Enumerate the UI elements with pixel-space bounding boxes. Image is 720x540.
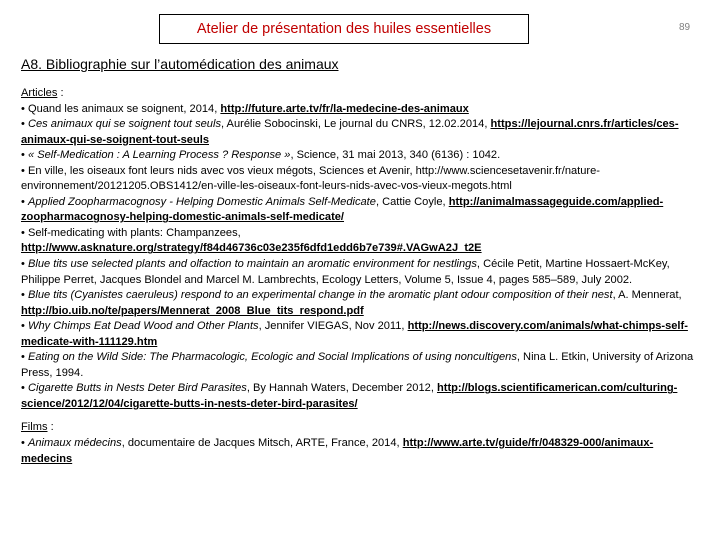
reference-text: Self-medicating with plants: Champanzees,	[27, 226, 241, 239]
reference-item	[21, 350, 701, 381]
reference-text: En ville, les oiseaux font leurs nids avec vos vieux mégots, Sciences et Avenir, http://www.sciencesetavenir.fr/nature-environnement/20121205.OBS1412/en-ville-les-oiseaux-font-leurs-nids-avec-vos-vieux-megots.html	[21, 164, 600, 193]
reference-text: , Cattie Coyle,	[375, 195, 449, 208]
reference-text: , By Hannah Waters, December 2012,	[246, 382, 437, 395]
spacer	[21, 412, 701, 420]
bullet: •	[21, 382, 28, 395]
reference-item	[21, 257, 701, 288]
reference-link[interactable]: http://bio.uib.no/te/papers/Mennerat_2008_Blue_tits_respond.pdf	[21, 304, 364, 317]
bullet: •	[21, 437, 28, 450]
reference-link[interactable]: http://www.asknature.org/strategy/f84d46736c03e235f6dfd1edd6b7e739#.VAGwA2J_t2E	[21, 242, 482, 255]
label-colon: :	[57, 87, 64, 99]
slide-title: Atelier de présentation des huiles essentielles	[196, 21, 492, 37]
reference-item	[21, 195, 701, 226]
reference-text: , documentaire de Jacques Mitsch, ARTE, France, 2014,	[121, 437, 403, 450]
reference-text: , Science, 31 mai 2013, 340 (6136) : 1042.	[290, 149, 501, 162]
reference-title: Ces animaux qui se soignent tout seuls	[27, 118, 221, 131]
reference-item	[21, 164, 701, 195]
bullet: •	[21, 118, 28, 131]
reference-link[interactable]: http://animalmassageguide.com/applied-zoopharmacognosy-helping-domestic-animals-self-medicate/	[21, 195, 664, 224]
reference-link[interactable]: http://news.discovery.com/animals/what-chimps-self-medicate-with-111129.htm	[21, 320, 688, 348]
reference-link[interactable]: http://future.arte.tv/fr/la-medecine-des-animaux	[220, 102, 469, 115]
reference-title: Animaux médecins	[27, 437, 122, 450]
films-list	[21, 436, 701, 467]
films-label: Films	[21, 421, 48, 434]
reference-title: Eating on the Wild Side: The Pharmacologic, Ecologic and Social Implications of using noncultigens	[27, 351, 517, 364]
reference-title: Why Chimps Eat Dead Wood and Other Plants	[27, 320, 259, 333]
section-heading: A8. Bibliographie sur l’automédication des animaux	[21, 56, 339, 72]
articles-label: Articles	[21, 87, 58, 99]
reference-link[interactable]: https://lejournal.cnrs.fr/articles/ces-animaux-qui-se-soignent-tout-seuls	[21, 118, 679, 146]
reference-item	[21, 102, 701, 118]
reference-item	[21, 381, 701, 412]
reference-text: , Aurélie Sobocinski, Le journal du CNRS, 12.02.2014,	[221, 118, 491, 131]
reference-text: , Jennifer VIEGAS, Nov 2011,	[258, 320, 408, 333]
bullet: •	[21, 289, 28, 302]
reference-item	[21, 117, 701, 148]
bullet: •	[21, 226, 28, 239]
reference-text: , A. Mennerat,	[612, 289, 682, 302]
reference-item	[21, 226, 701, 257]
reference-item	[21, 319, 701, 350]
bullet: •	[21, 164, 28, 177]
bibliography	[21, 86, 701, 467]
reference-link[interactable]: http://www.arte.tv/guide/fr/048329-000/animaux-medecins	[21, 437, 654, 465]
title-box	[159, 14, 529, 44]
reference-item	[21, 436, 701, 467]
bullet: •	[21, 102, 28, 115]
reference-title: Blue tits use selected plants and olfaction to maintain an aromatic environment for nestlings	[27, 258, 477, 271]
bullet: •	[21, 195, 28, 208]
reference-item	[21, 288, 701, 319]
films-section-label	[21, 420, 701, 436]
reference-text: , Nina L. Etkin, University of Arizona Press, 1994.	[21, 351, 694, 379]
reference-text: Quand les animaux se soignent, 2014,	[27, 102, 221, 115]
reference-title: Cigarette Butts in Nests Deter Bird Parasites	[27, 382, 247, 395]
label-colon: :	[47, 421, 54, 434]
bullet: •	[21, 149, 28, 162]
bullet: •	[21, 351, 28, 364]
articles-list	[21, 102, 701, 413]
bullet: •	[21, 258, 28, 271]
bullet: •	[21, 320, 28, 333]
reference-title: Applied Zoopharmacognosy - Helping Domestic Animals Self-Medicate	[27, 195, 376, 208]
reference-item	[21, 148, 701, 164]
articles-section-label	[21, 86, 701, 102]
reference-link[interactable]: http://blogs.scientificamerican.com/culturing-science/2012/12/04/cigarette-butts-in-nests-deter-bird-parasites/	[21, 382, 678, 410]
reference-title: « Self-Medication : A Learning Process ? Response »	[27, 149, 291, 162]
page-number: 89	[679, 22, 691, 33]
reference-title: Blue tits (Cyanistes caeruleus) respond to an experimental change in the aromatic plant odour composition of their nest	[27, 289, 613, 302]
reference-text: , Cécile Petit, Martine Hossaert-McKey, Philippe Perret, Jacques Blondel and Marcel M. Lambrechts, Ecology Letters, Volume 5, Issue 4, pages 585–589, July 2002.	[21, 258, 670, 286]
